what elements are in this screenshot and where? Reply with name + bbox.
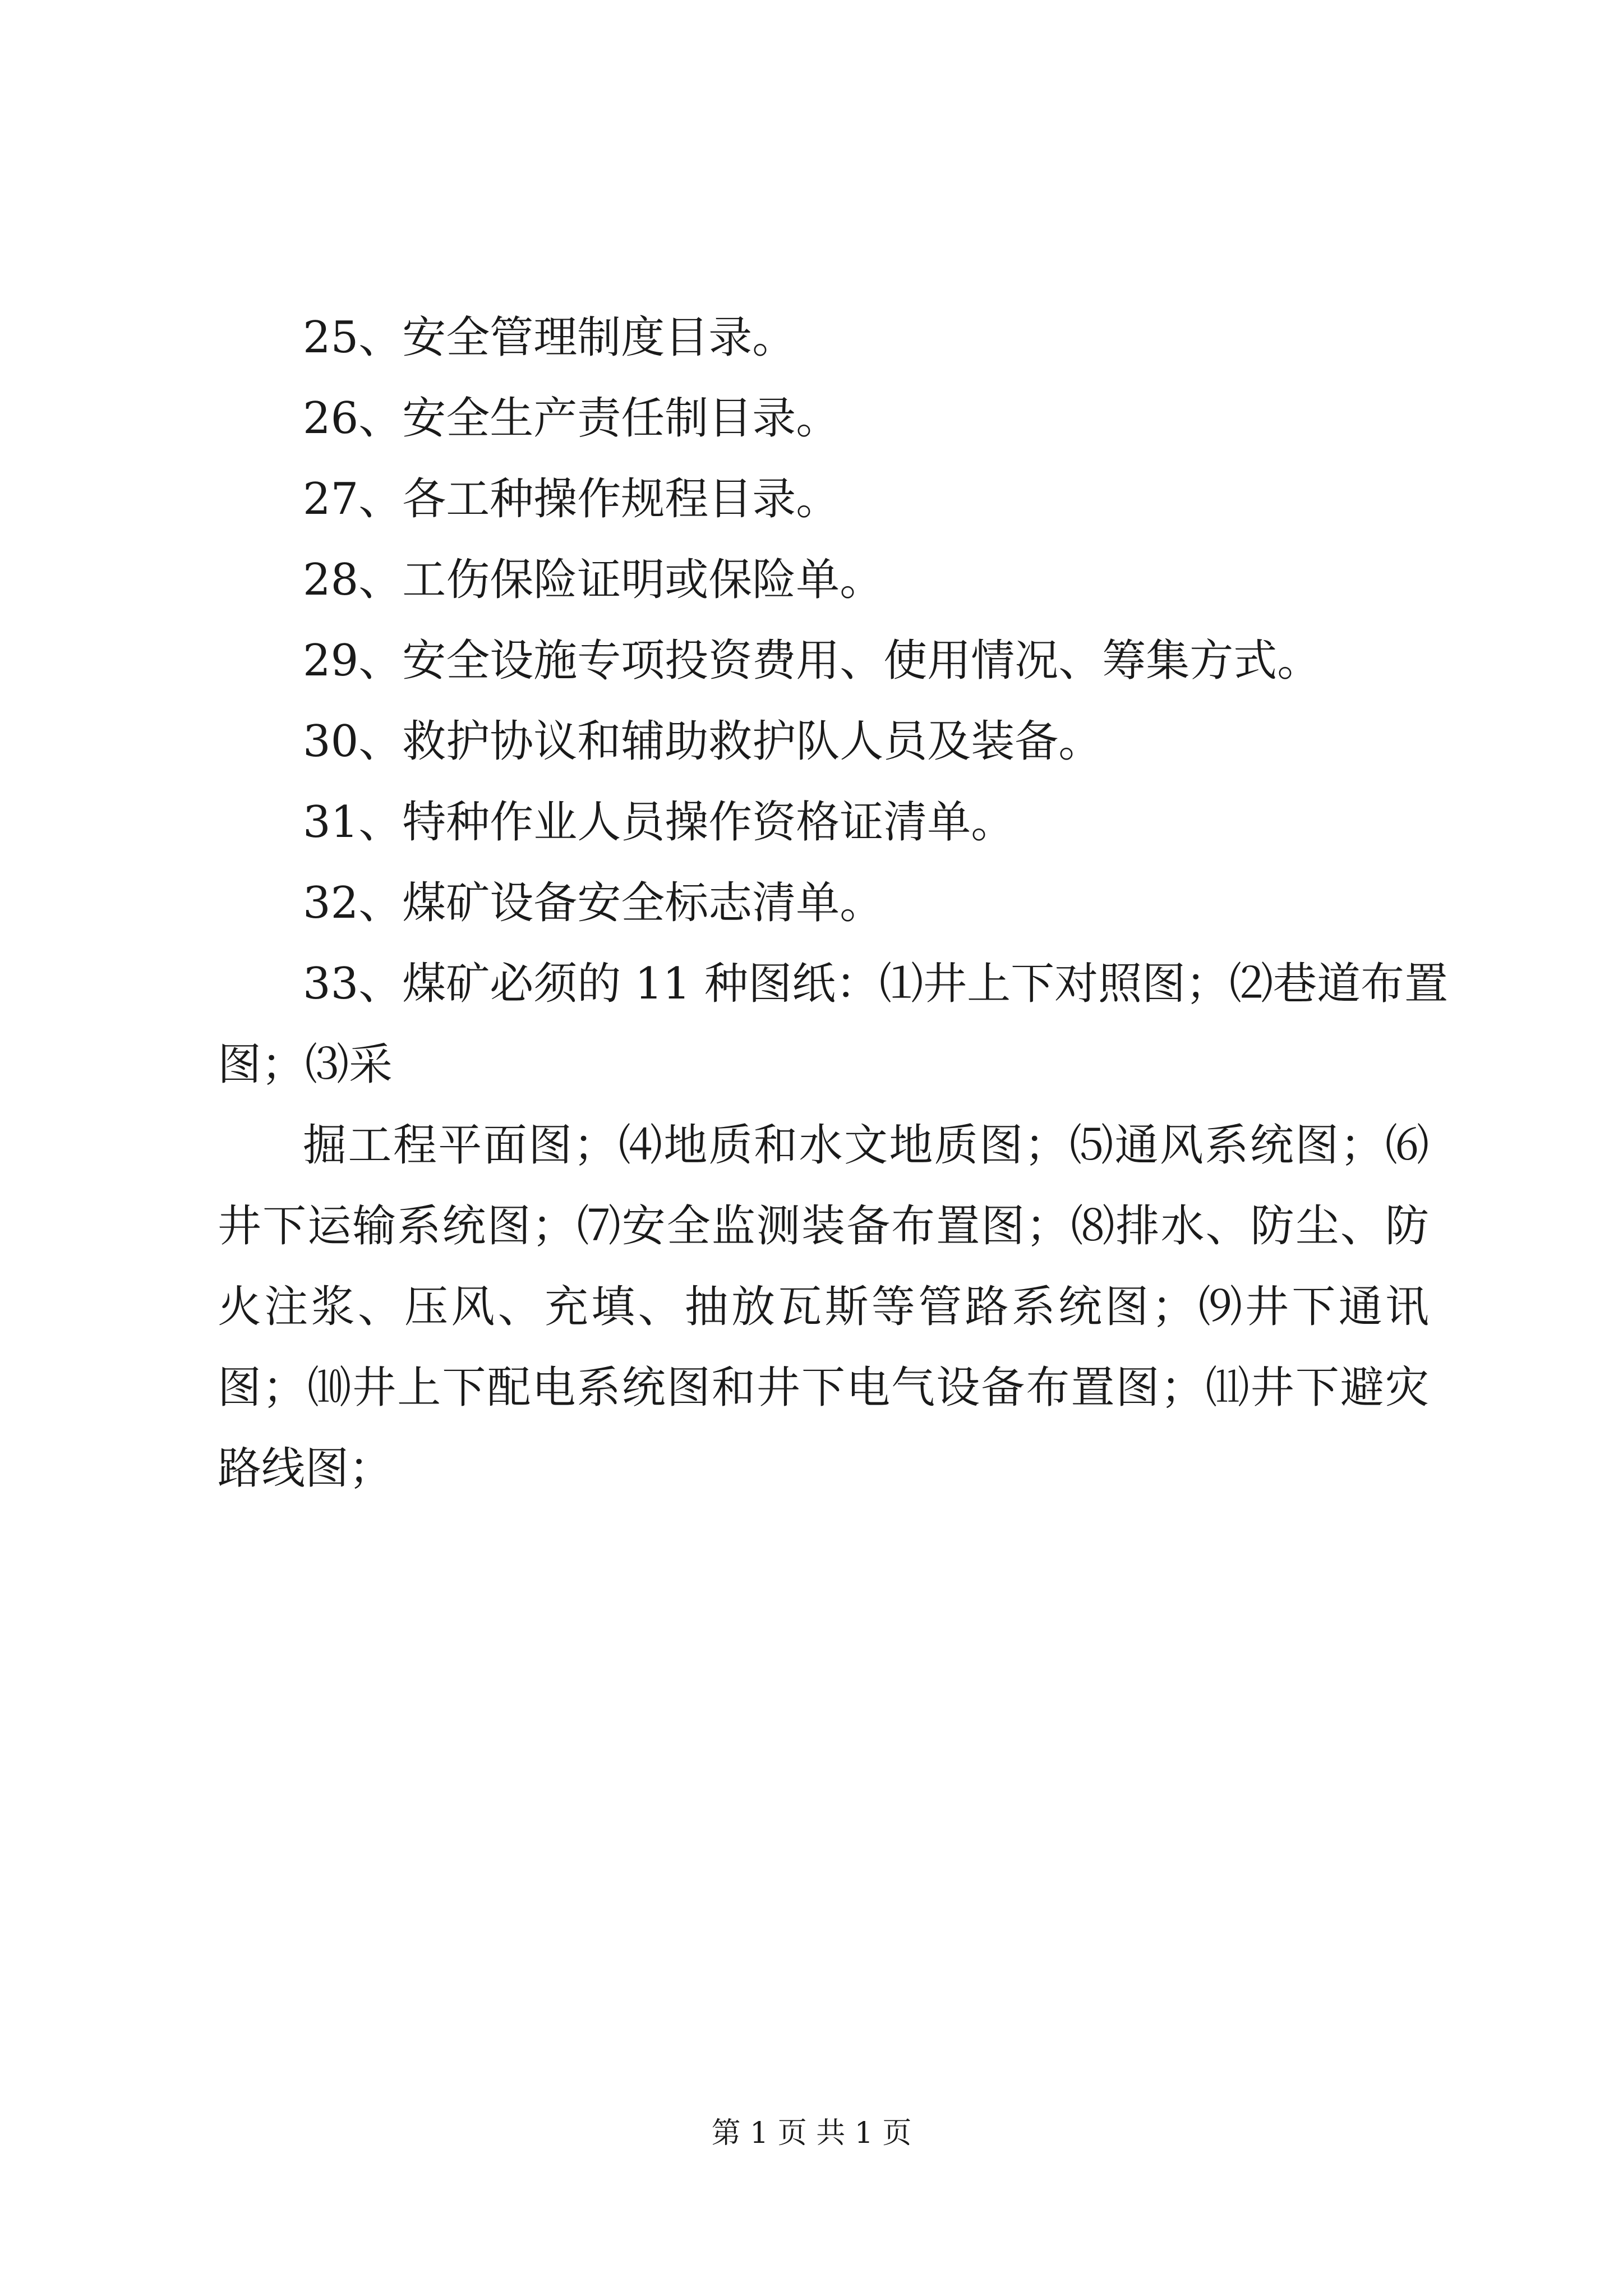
page-footer: 第 1 页 共 1 页 [711,2116,912,2150]
list-item-25: 25、安全管理制度目录。 [303,312,796,363]
list-item-33-line1: 33、煤矿必须的 11 种图纸：⑴井上下对照图；⑵巷道布置 [303,959,1449,1009]
list-item-28: 28、工伤保险证明或保险单。 [303,555,884,605]
document-body [218,297,1449,1509]
list-item-33-line2: 图；⑶采 [218,1039,393,1090]
drawings-paragraph: 掘工程平面图；⑷地质和水文地质图；⑸通风系统图；⑹井下运输系统图；⑺安全监测装备布置图；⑻排水、防尘、防火注浆、压风、充填、抽放瓦斯等管路系统图；⑼井下通讯图；⑽井上下配电系统图和井下电气设备布置图；⑾井下避灾路线图； [218,1120,1429,1494]
list-item-30: 30、救护协议和辅助救护队人员及装备。 [303,716,1103,767]
list-item-29: 29、安全设施专项投资费用、使用情况、筹集方式。 [303,636,1321,686]
list-item-27: 27、各工种操作规程目录。 [303,474,840,524]
list-item-32: 32、煤矿设备安全标志清单。 [303,878,884,928]
list-item-26: 26、安全生产责任制目录。 [303,393,840,444]
list-item-31: 31、特种作业人员操作资格证清单。 [303,797,1015,848]
